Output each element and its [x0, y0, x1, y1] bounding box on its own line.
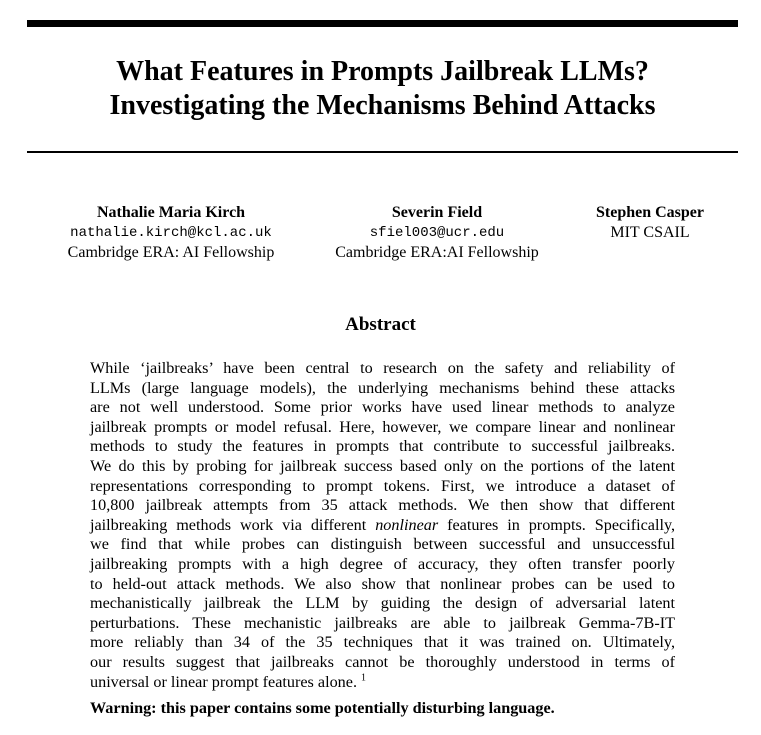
- author-name: Nathalie Maria Kirch: [96, 204, 246, 221]
- author-affiliation: MIT CSAIL: [610, 224, 690, 241]
- abstract-line: jailbreaking prompts with a high degree of accuracy, they often transfer poorly: [90, 554, 675, 573]
- author-affiliation: Cambridge ERA: AI Fellowship: [67, 244, 275, 261]
- abstract-line: are not well understood. Some prior works have used linear methods to analyze: [90, 398, 675, 417]
- author-email: nathalie.kirch@kcl.ac.uk: [70, 225, 272, 241]
- abstract-line: We do this by probing for jailbreak success based only on the portions of the latent: [90, 456, 675, 475]
- author-affiliation: Cambridge ERA:AI Fellowship: [335, 244, 539, 261]
- abstract-line: methods to study the features in prompts that contribute to successful jailbreaks.: [90, 437, 675, 456]
- abstract-line-italic-mixed: [90, 516, 675, 536]
- abstract-heading: Abstract: [345, 314, 416, 335]
- abstract-line: representations corresponding to prompt tokens. First, we introduce a dataset of: [90, 476, 675, 495]
- title-line-1: What Features in Prompts Jailbreak LLMs?: [116, 56, 649, 87]
- footnote-mark: 1: [361, 672, 367, 684]
- author-1: [40, 203, 302, 263]
- abstract-italic-word: nonlinear: [375, 515, 439, 534]
- title-bottom-rule: [27, 151, 738, 153]
- abstract-line: jailbreak prompts or model refusal. Here, however, we compare linear and nonlinear: [90, 417, 675, 436]
- title-line-2: Investigating the Mechanisms Behind Attacks: [109, 90, 656, 121]
- abstract-line: perturbations. These mechanistic jailbreaks are able to jailbreak Gemma-7B-IT: [90, 613, 675, 632]
- top-rule: [27, 20, 738, 27]
- author-name: Stephen Casper: [595, 204, 704, 221]
- abstract-line: to held-out attack methods. We also show that nonlinear probes can be used to: [90, 574, 675, 593]
- author-2: [310, 203, 564, 263]
- abstract-line: LLMs (large language models), the underlying mechanisms behind these attacks: [90, 378, 675, 397]
- abstract-line: mechanistically jailbreak the LLM by guiding the design of adversarial latent: [90, 594, 675, 613]
- author-name: Severin Field: [391, 204, 483, 221]
- abstract-line: 10,800 jailbreak attempts from 35 attack methods. We then show that different: [90, 496, 675, 515]
- abstract-line: While ‘jailbreaks’ have been central to research on the safety and reliability of: [90, 359, 675, 377]
- author-block: [0, 203, 761, 273]
- abstract-line: we find that while probes can distinguish between successful and unsuccessful: [90, 535, 675, 554]
- abstract-body: [90, 359, 675, 692]
- abstract-line-suffix: features in prompts. Specifically,: [447, 515, 676, 534]
- author-email: sfiel003@ucr.edu: [369, 225, 505, 241]
- content-warning: Warning: this paper contains some potentially disturbing language.: [90, 699, 555, 717]
- abstract-line-prefix: jailbreaking methods work via different: [90, 515, 367, 534]
- abstract-line: our results suggest that jailbreaks cannot be thoroughly understood in terms of: [90, 652, 675, 671]
- abstract-last-line: [90, 673, 675, 693]
- author-3: [578, 203, 722, 243]
- abstract-line-text: universal or linear prompt features alone.: [90, 672, 357, 691]
- paper-title: [27, 55, 738, 123]
- abstract-line: more reliably than 34 of the 35 techniques that it was trained on. Ultimately,: [90, 633, 675, 652]
